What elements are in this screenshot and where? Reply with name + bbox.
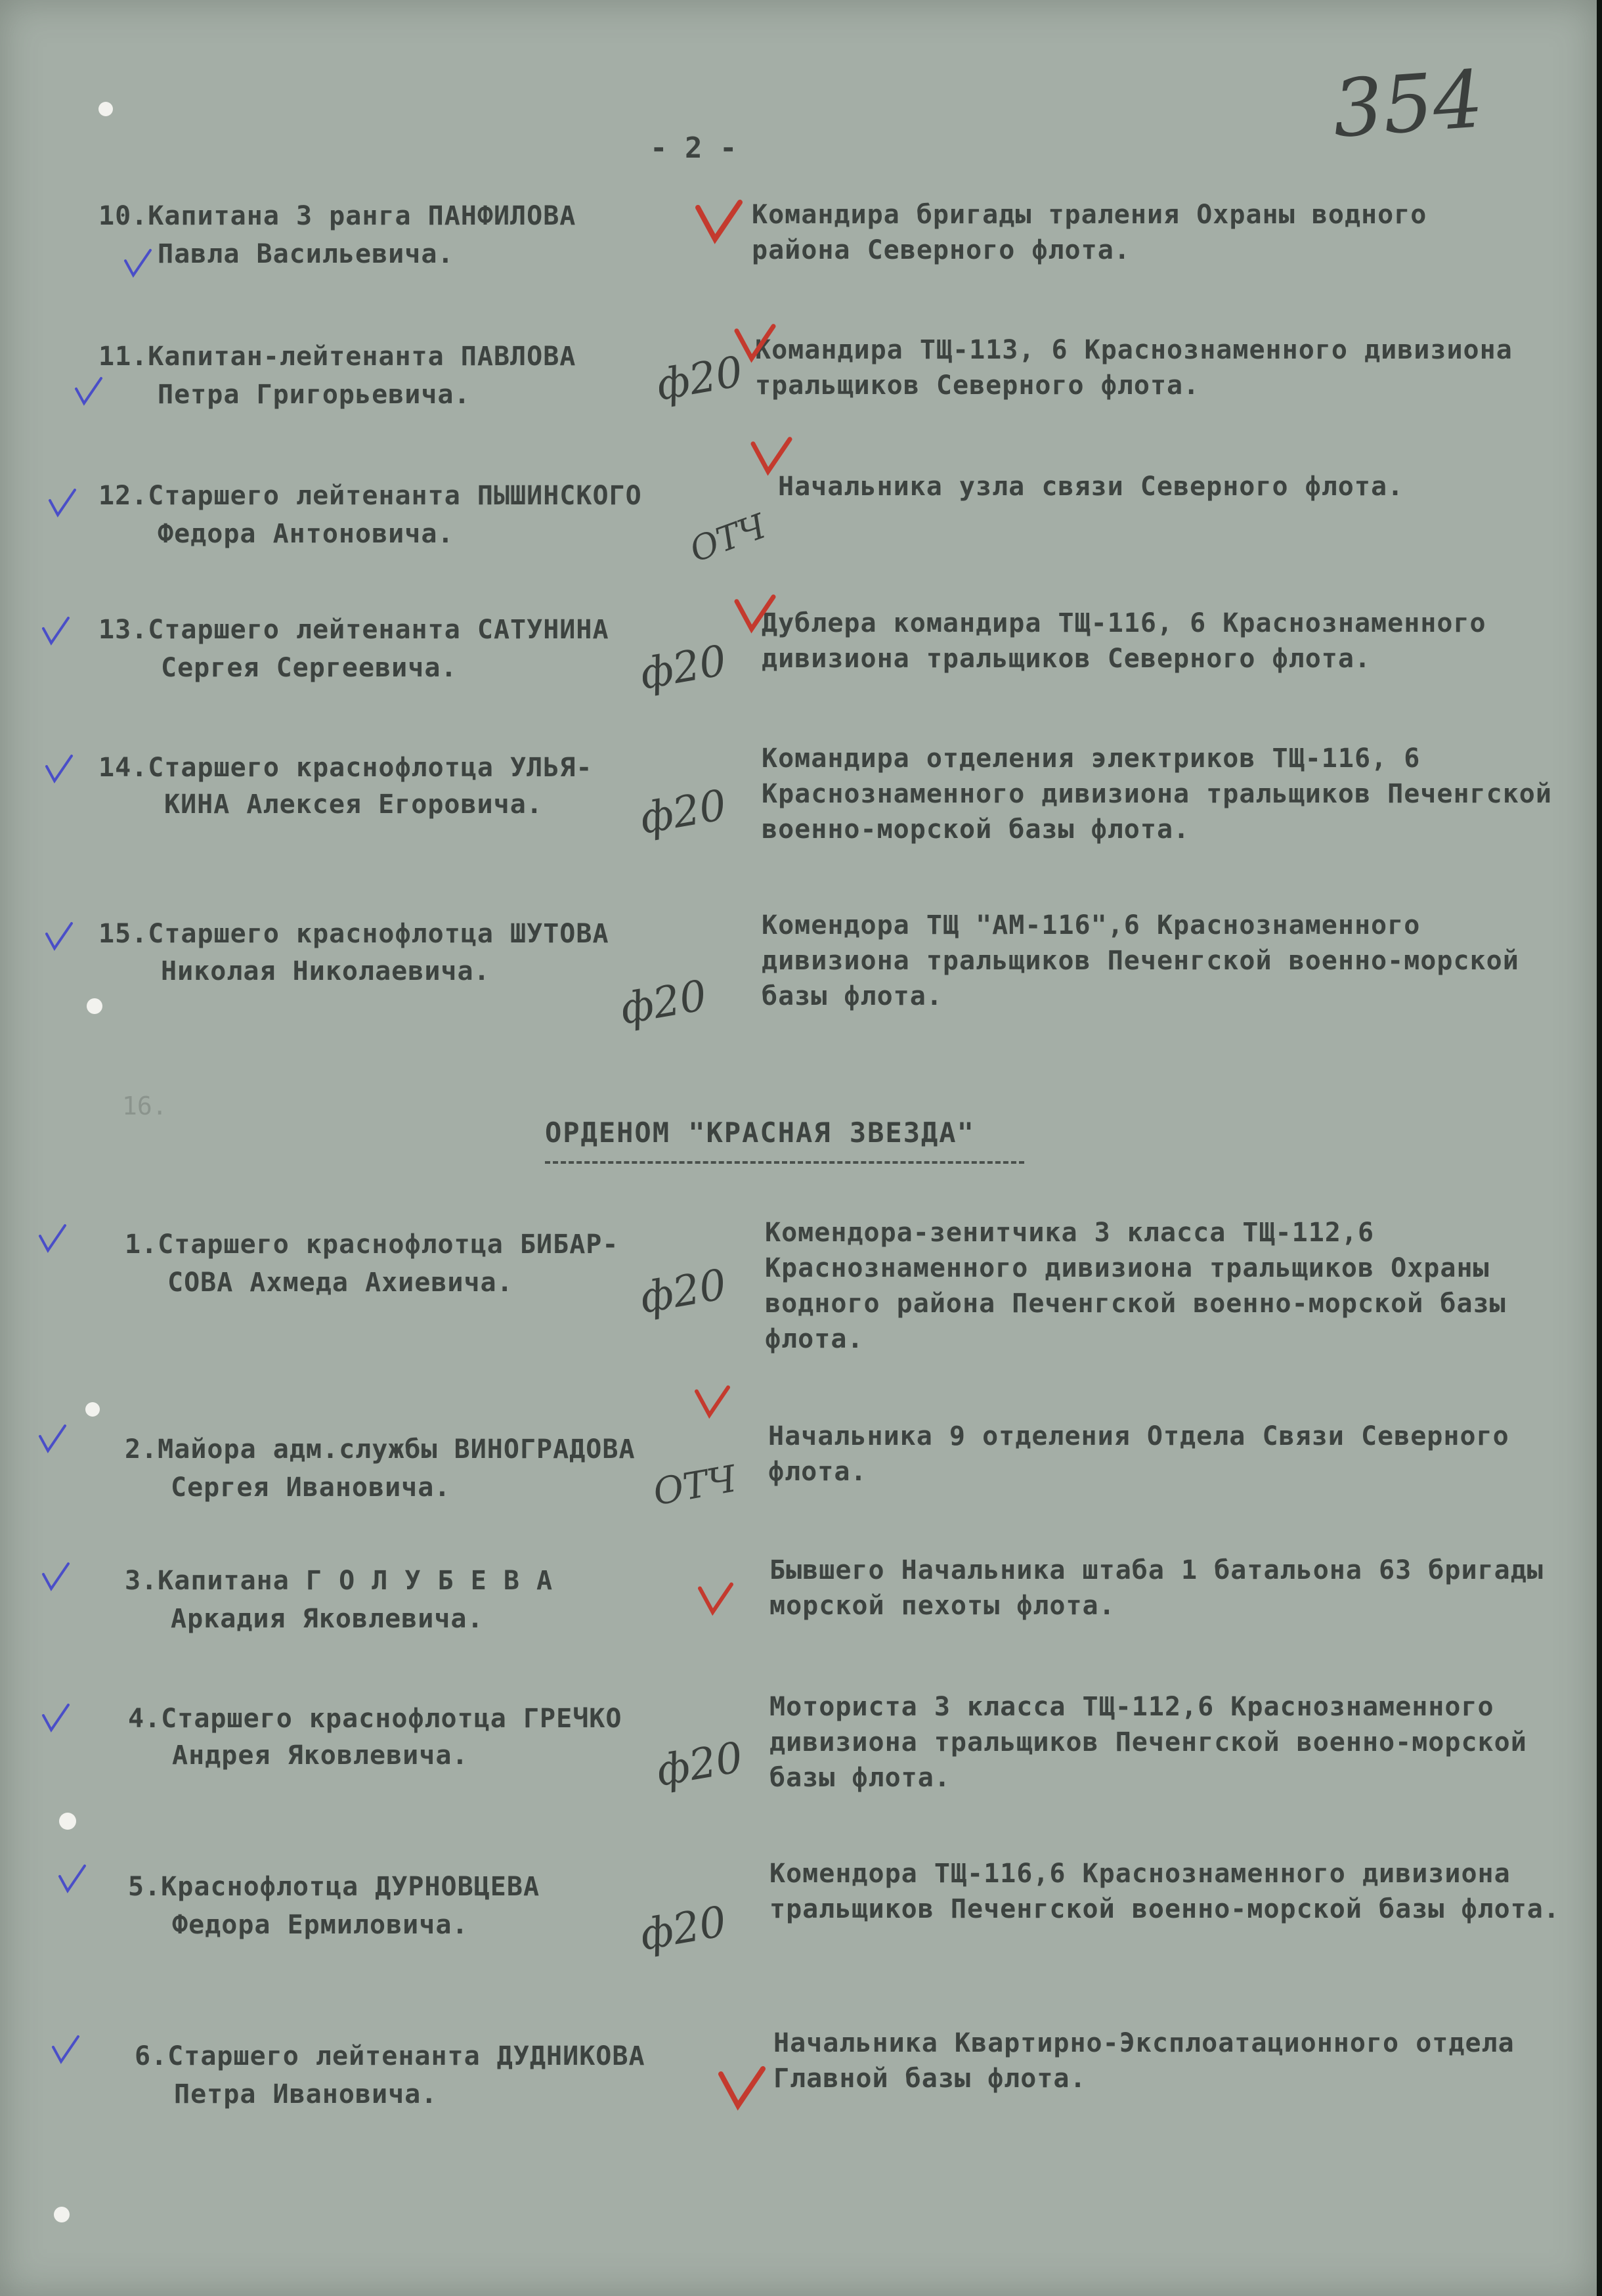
red-check-icon	[732, 591, 778, 637]
entry-name-line2: Федора Ермиловича.	[172, 1910, 469, 1940]
punch-hole	[85, 1402, 100, 1417]
entry-name-line1: 13.Старшего лейтенанта САТУНИНА	[98, 615, 609, 645]
blue-check-icon	[43, 919, 76, 952]
faint-number: 16.	[122, 1092, 167, 1120]
entry-name-line2: Федора Антоновича.	[158, 519, 454, 549]
entry-position: Дублера командира ТЩ-116, 6 Краснознаменного дивизиона тральщиков Северного флота.	[762, 608, 1486, 674]
handwritten-note: ф20	[617, 971, 710, 1034]
entry-name-line2: Петра Ивановича.	[174, 2079, 438, 2109]
blue-check-icon	[46, 486, 79, 519]
handwritten-note: ОТЧ	[650, 1457, 740, 1514]
blue-check-icon	[36, 1422, 69, 1455]
entry-name-line1: 6.Старшего лейтенанта ДУДНИКОВА	[135, 2041, 645, 2071]
entry-position: Моториста 3 класса ТЩ-112,6 Краснознаменного дивизиона тральщиков Печенгской военно-морской базы флота.	[769, 1692, 1527, 1793]
entry-name-line2: Сергея Ивановича.	[171, 1472, 451, 1503]
handwritten-note: ф20	[636, 636, 730, 699]
blue-check-icon	[56, 1862, 89, 1895]
punch-hole	[98, 102, 113, 116]
entry-name-line2: Петра Григорьевича.	[158, 380, 471, 410]
red-check-icon	[748, 433, 794, 479]
blue-check-icon	[39, 1701, 72, 1734]
entry-position: Бывшего Начальника штаба 1 батальона 63 бригады морской пехоты флота.	[769, 1555, 1544, 1621]
blue-check-icon	[36, 1222, 69, 1254]
entry-position: Комендора ТЩ "АМ-116",6 Краснознаменного дивизиона тральщиков Печенгской военно-морской базы флота.	[762, 910, 1519, 1011]
entry-name-line2: Сергея Сергеевича.	[161, 653, 458, 683]
entry-name-line1: 12.Старшего лейтенанта ПЫШИНСКОГО	[98, 481, 642, 511]
entry-name-line2: КИНА Алексея Егоровича.	[164, 789, 543, 820]
handwritten-note: ф20	[653, 1733, 747, 1796]
red-check-icon	[732, 320, 778, 366]
entry-name-line1: 3.Капитана Г О Л У Б Е В А	[125, 1566, 553, 1596]
red-check-icon	[689, 1382, 735, 1422]
red-check-icon	[696, 1579, 735, 1619]
entry-name-line1: 10.Капитана 3 ранга ПАНФИЛОВА	[98, 201, 576, 231]
blue-check-icon	[43, 752, 76, 785]
entry-name-line2: СОВА Ахмеда Ахиевича.	[167, 1268, 513, 1298]
entry-name-line1: 4.Старшего краснофлотца ГРЕЧКО	[128, 1704, 622, 1734]
entry-position: Командира бригады траления Охраны водного района Северного флота.	[752, 200, 1427, 265]
entry-position: Комендора-зенитчика 3 класса ТЩ-112,6 Краснознаменного дивизиона тральщиков Охраны водного района Печенгской военно-морской базы флота.	[765, 1218, 1506, 1354]
handwritten-note: ф20	[636, 1897, 730, 1960]
entry-name-line2: Павла Васильевича.	[158, 239, 454, 269]
entry-name-line2: Андрея Яковлевича.	[172, 1740, 469, 1771]
page-number: - 2 -	[650, 131, 737, 165]
blue-check-icon	[72, 374, 105, 407]
punch-hole	[59, 1813, 76, 1830]
handwritten-note: ф20	[653, 347, 747, 410]
entry-position: Командира отделения электриков ТЩ-116, 6 Краснознаменного дивизиона тральщиков Печенгской военно-морской базы флота.	[762, 743, 1552, 845]
punch-hole	[54, 2207, 70, 2222]
entry-name-line1: 1.Старшего краснофлотца БИБАР-	[125, 1229, 619, 1260]
entry-name-line2: Аркадия Яковлевича.	[171, 1604, 484, 1634]
entry-name-line1: 2.Майора адм.службы ВИНОГРАДОВА	[125, 1434, 636, 1465]
entry-name-line2: Николая Николаевича.	[161, 956, 490, 986]
entry-position: Командира ТЩ-113, 6 Краснознаменного дивизиона тральщиков Северного флота.	[755, 335, 1513, 401]
blue-check-icon	[39, 614, 72, 647]
entry-position: Начальника Квартирно-Эксплоатационного отдела Главной базы флота.	[773, 2028, 1515, 2094]
entry-position: Комендора ТЩ-116,6 Краснознаменного дивизиона тральщиков Печенгской военно-морской базы флота.	[769, 1859, 1560, 1924]
blue-check-icon	[39, 1560, 72, 1593]
handwritten-note: ф20	[636, 781, 730, 844]
red-check-icon	[693, 196, 745, 248]
handwritten-note: ф20	[636, 1260, 730, 1323]
section-underline	[545, 1161, 1024, 1164]
entry-position: Начальника узла связи Северного флота.	[778, 472, 1404, 502]
entry-position: Начальника 9 отделения Отдела Связи Северного флота.	[768, 1421, 1509, 1487]
handwritten-note: ОТЧ	[685, 506, 771, 571]
entry-name-line1: 15.Старшего краснофлотца ШУТОВА	[98, 919, 609, 949]
entry-name-line1: 5.Краснофлотца ДУРНОВЦЕВА	[128, 1872, 540, 1902]
section-title: ОРДЕНОМ "КРАСНАЯ ЗВЕЗДА"	[545, 1116, 975, 1149]
punch-hole	[87, 998, 102, 1014]
red-check-icon	[716, 2062, 768, 2115]
blue-check-icon	[121, 246, 154, 279]
blue-check-icon	[49, 2033, 82, 2065]
handwritten-folio-number: 354	[1330, 54, 1486, 156]
entry-name-line1: 14.Старшего краснофлотца УЛЬЯ-	[98, 753, 593, 783]
entry-name-line1: 11.Капитан-лейтенанта ПАВЛОВА	[98, 342, 576, 372]
